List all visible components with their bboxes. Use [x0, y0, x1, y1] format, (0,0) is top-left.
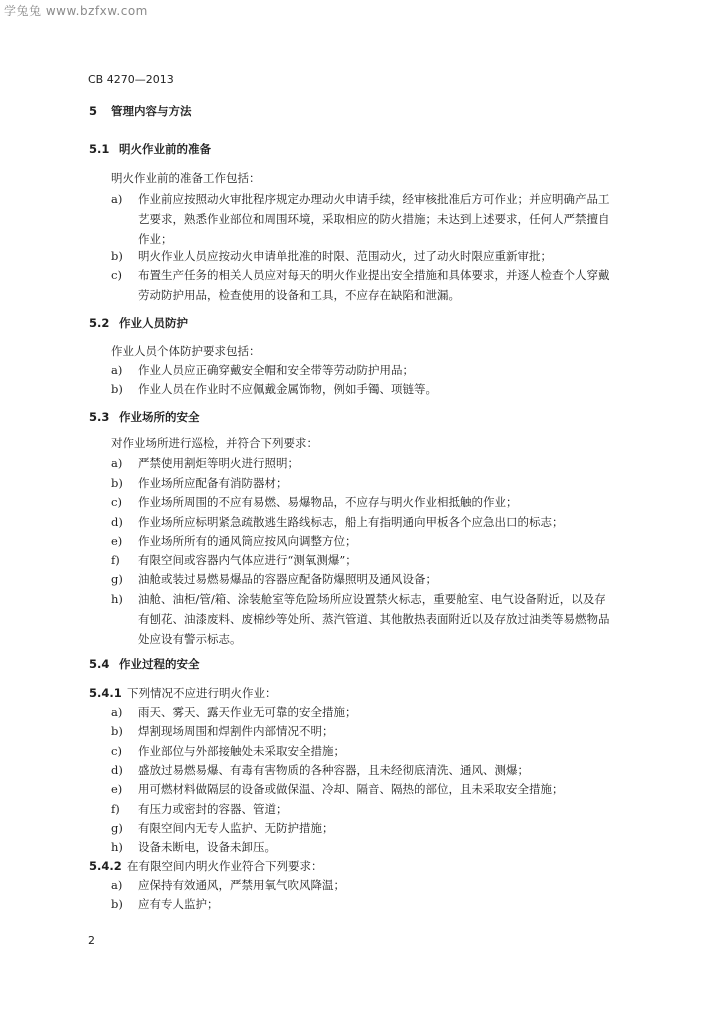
list-text: 作业部位与外部接触处未采取安全措施；	[138, 744, 345, 758]
list-text: 严禁使用割炬等明火进行照明；	[138, 456, 299, 470]
page-number: 2	[88, 934, 95, 947]
list-marker: g)	[111, 821, 123, 835]
list-marker: c)	[111, 495, 122, 509]
section-5-2-heading	[89, 316, 188, 330]
list-text: 有限空间或容器内气体应进行“测氧测爆”；	[138, 553, 357, 567]
list-text: 油舱、油柜/管/箱、涂装舱室等危险场所应设置禁火标志，重要舱室、电气设备附近，以及存	[138, 592, 606, 606]
list-text: 焊割现场周围和焊割件内部情况不明；	[138, 724, 334, 738]
section-number: 5.2	[89, 316, 110, 330]
list-text: 有刨花、油漆废料、废棉纱等处所、蒸汽管道、其他散热表面附近以及存放过油类等易燃物品	[138, 612, 610, 626]
list-marker: b)	[111, 476, 123, 490]
list-text: 用可燃材料做隔层的设备或做保温、冷却、隔音、隔热的部位，且未采取安全措施；	[138, 782, 564, 796]
list-text: 处应设有警示标志。	[138, 632, 242, 646]
list-marker: h)	[111, 840, 123, 854]
list-text: 作业场所应配备有消防器材；	[138, 476, 288, 490]
section-title: 管理内容与方法	[111, 104, 192, 118]
list-marker: a)	[111, 456, 123, 470]
list-text: 油舱或装过易燃易爆品的容器应配备防爆照明及通风设备；	[138, 572, 437, 586]
clause-5-4-2	[89, 859, 323, 873]
list-marker: f)	[111, 553, 120, 567]
list-text: 劳动防护用品，检查使用的设备和工具，不应存在缺陷和泄漏。	[138, 288, 460, 302]
list-marker: b)	[111, 382, 123, 396]
section-5-4-heading	[89, 657, 200, 671]
list-text: 雨天、雾天、露天作业无可靠的安全措施；	[138, 705, 357, 719]
paragraph: 作业人员个体防护要求包括：	[111, 344, 261, 358]
list-text: 作业场所所有的通风筒应按风向调整方位；	[138, 534, 357, 548]
list-marker: b)	[111, 724, 123, 738]
list-marker: b)	[111, 897, 123, 911]
list-marker: c)	[111, 268, 122, 282]
list-text: 艺要求，熟悉作业部位和周围环境，采取相应的防火措施；未达到上述要求，任何人严禁擅自	[138, 212, 610, 226]
list-text: 盛放过易燃易爆、有毒有害物质的各种容器，且未经彻底清洗、通风、测爆；	[138, 763, 529, 777]
clause-title: 在有限空间内明火作业符合下列要求：	[127, 859, 323, 873]
list-marker: e)	[111, 782, 123, 796]
watermark: 学兔兔 www.bzfxw.com	[4, 4, 148, 18]
list-text: 作业场所周围的不应有易燃、易爆物品，不应存与明火作业相抵触的作业；	[138, 495, 518, 509]
list-text: 有限空间内无专人监护、无防护措施；	[138, 821, 334, 835]
clause-title: 下列情况不应进行明火作业：	[127, 686, 277, 700]
list-text: 作业人员在作业时不应佩戴金属饰物，例如手镯、项链等。	[138, 382, 437, 396]
list-marker: e)	[111, 534, 123, 548]
section-number: 5.3	[89, 410, 110, 424]
list-marker: f)	[111, 802, 120, 816]
list-marker: a)	[111, 192, 123, 206]
paragraph: 明火作业前的准备工作包括：	[111, 171, 261, 185]
list-marker: d)	[111, 515, 123, 529]
list-marker: h)	[111, 592, 123, 606]
list-text: 应有专人监护；	[138, 897, 219, 911]
section-5-3-heading	[89, 410, 200, 424]
clause-number: 5.4.2	[89, 859, 122, 873]
clause-5-4-1	[89, 686, 277, 700]
section-title: 作业过程的安全	[119, 657, 200, 671]
list-text: 布置生产任务的相关人员应对每天的明火作业提出安全措施和具体要求，并逐人检查个人穿戴	[138, 268, 610, 282]
list-text: 作业；	[138, 232, 173, 246]
list-marker: d)	[111, 763, 123, 777]
list-text: 应保持有效通风，严禁用氧气吹风降温；	[138, 878, 345, 892]
list-text: 作业人员应正确穿戴安全帽和安全带等劳动防护用品；	[138, 363, 414, 377]
list-marker: a)	[111, 878, 123, 892]
list-text: 作业前应按照动火审批程序规定办理动火申请手续，经审核批准后方可作业；并应明确产品工	[138, 192, 610, 206]
section-title: 作业场所的安全	[119, 410, 200, 424]
section-number: 5.4	[89, 657, 110, 671]
section-number: 5	[89, 104, 98, 118]
list-text: 设备未断电，设备未卸压。	[138, 840, 276, 854]
section-title: 作业人员防护	[119, 316, 188, 330]
list-marker: b)	[111, 249, 123, 263]
document-code: CB 4270—2013	[88, 73, 174, 86]
list-text: 作业场所应标明紧急疏散逃生路线标志，船上有指明通向甲板各个应急出口的标志；	[138, 515, 564, 529]
section-5-heading	[89, 104, 192, 118]
section-number: 5.1	[89, 142, 110, 156]
list-text: 有压力或密封的容器、管道；	[138, 802, 288, 816]
section-title: 明火作业前的准备	[119, 142, 211, 156]
clause-number: 5.4.1	[89, 686, 122, 700]
section-5-1-heading	[89, 142, 211, 156]
list-marker: c)	[111, 744, 122, 758]
list-text: 明火作业人员应按动火申请单批准的时限、范围动火，过了动火时限应重新审批；	[138, 249, 552, 263]
paragraph: 对作业场所进行巡检，并符合下列要求：	[111, 436, 318, 450]
list-marker: g)	[111, 572, 123, 586]
list-marker: a)	[111, 363, 123, 377]
list-marker: a)	[111, 705, 123, 719]
